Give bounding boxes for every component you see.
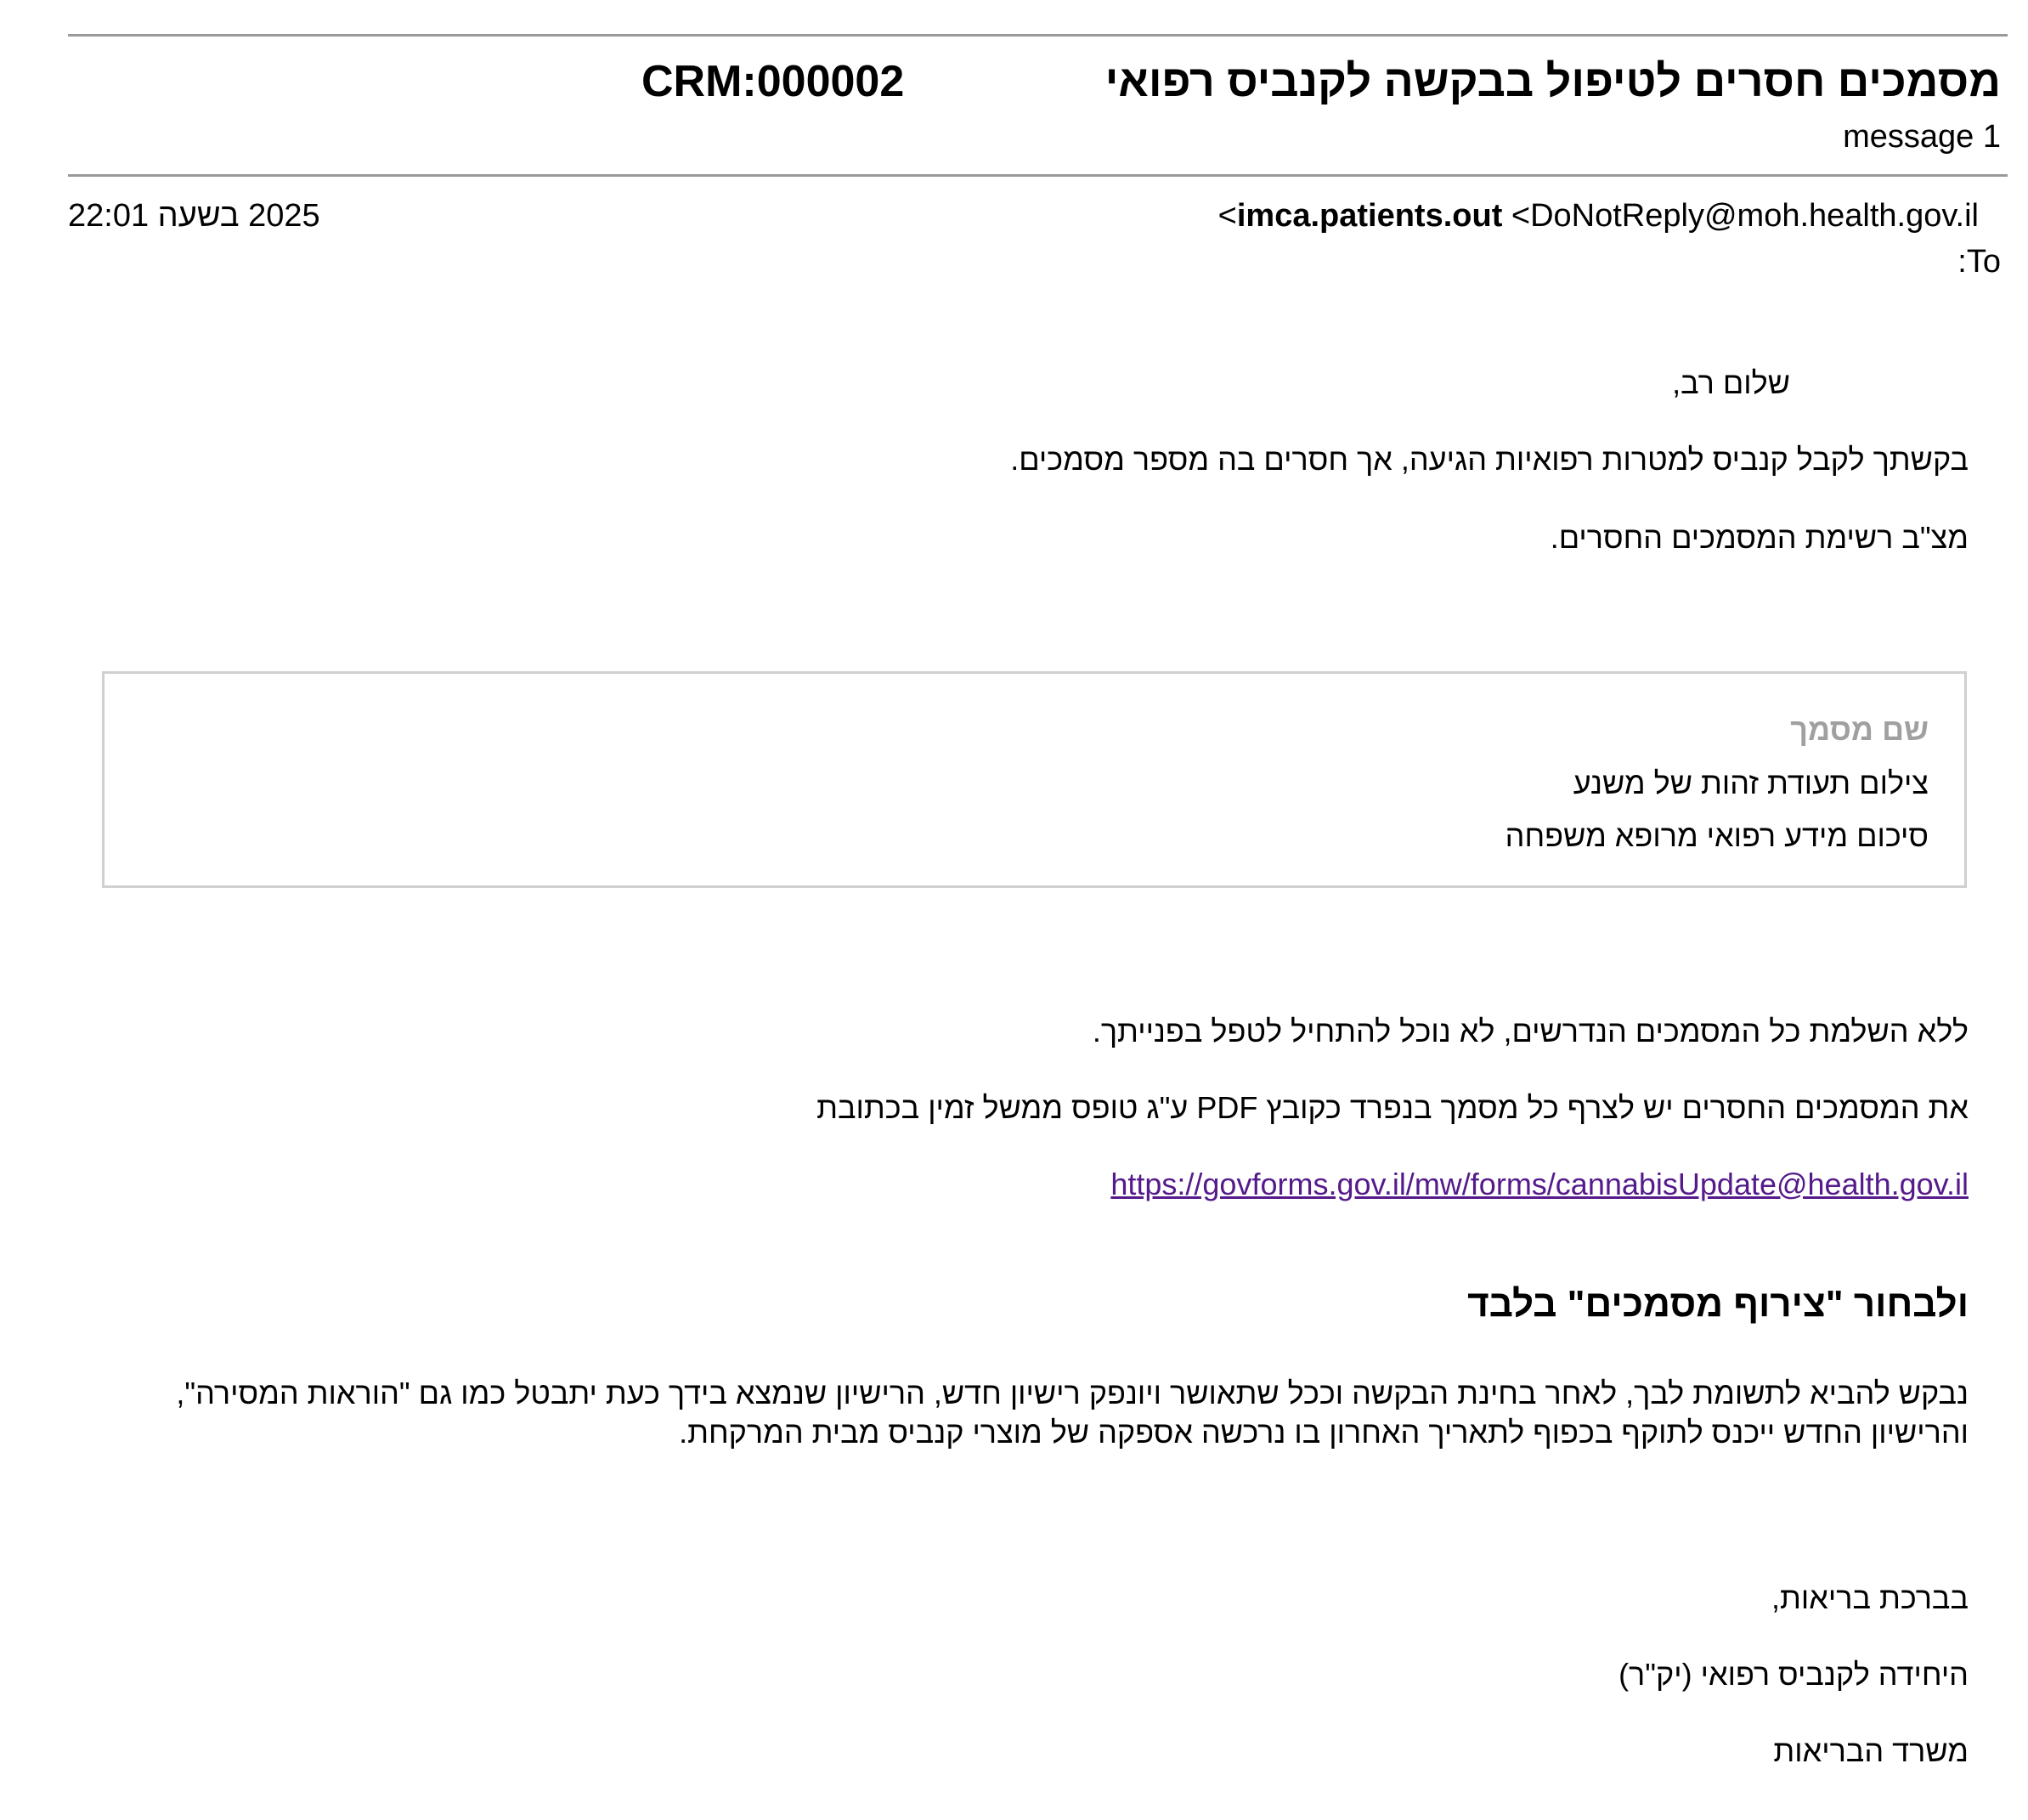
missing-documents-table [102, 671, 1967, 888]
email-subject: מסמכים חסרים לטיפול בבקשה לקנביס רפואי [1104, 57, 2001, 106]
message-count: message 1 [1843, 119, 2001, 155]
body-paragraph-3: ללא השלמת כל המסמכים הנדרשים, לא נוכל להתחיל לטפל בפנייתך. [1092, 1014, 1969, 1048]
sender-line [1218, 198, 2001, 235]
email-date: 2025 בשעה 22:01 [68, 198, 320, 234]
body-paragraph-2: מצ"ב רשימת המסמכים החסרים. [1550, 520, 1969, 555]
sender-name: imca.patients.out [1236, 198, 1503, 234]
documents-table-row: צילום תעודת זהות של משנע [1573, 766, 1929, 800]
signature-closing: בברכת בריאות, [1771, 1580, 1969, 1615]
body-paragraph-4: את המסמכים החסרים יש לצרף כל מסמך בנפרד כקובץ PDF ע"ג טופס ממשל זמין בכתובת [816, 1090, 1969, 1125]
sender-email[interactable]: <DoNotReply@moh.health.gov.il> [1217, 198, 1979, 234]
signature-ministry: משרד הבריאות [1773, 1733, 1969, 1768]
body-paragraph-1: בקשתך לקבל קנביס למטרות רפואיות הגיעה, אך חסרים בה מספר מסמכים. [1010, 442, 1969, 477]
documents-table-row: סיכום מידע רפואי מרופא משפחה [1505, 818, 1929, 853]
crm-number: CRM:000002 [641, 57, 905, 106]
documents-table-header: שם מסמך [1790, 712, 1929, 747]
select-attach-heading: ולבחור "צירוף מסמכים" בלבד [1467, 1283, 1969, 1325]
to-label: To: [1957, 244, 2001, 280]
signature-unit: היחידה לקנביס רפואי (יק"ר) [1618, 1657, 1969, 1692]
top-divider [68, 34, 2008, 37]
greeting: שלום רב, [1672, 365, 1790, 400]
body-paragraph-5: נבקש להביא לתשומת לבך, לאחר בחינת הבקשה וככל שתאושר ויונפק רישיון חדש, הרישיון שנמצא בידך כעת יתבטל כמו גם "הוראות המסירה", והרישיון החדש ייכנס לתוקף בכפוף לתאריך האחרון בו נרכשה אספקה של מוצרי קנביס מבית המרקחת. [176, 1376, 1969, 1450]
header-divider [68, 174, 2008, 177]
govforms-link[interactable]: https://govforms.gov.il/mw/forms/cannabisUpdate@health.gov.il [1110, 1167, 1969, 1201]
